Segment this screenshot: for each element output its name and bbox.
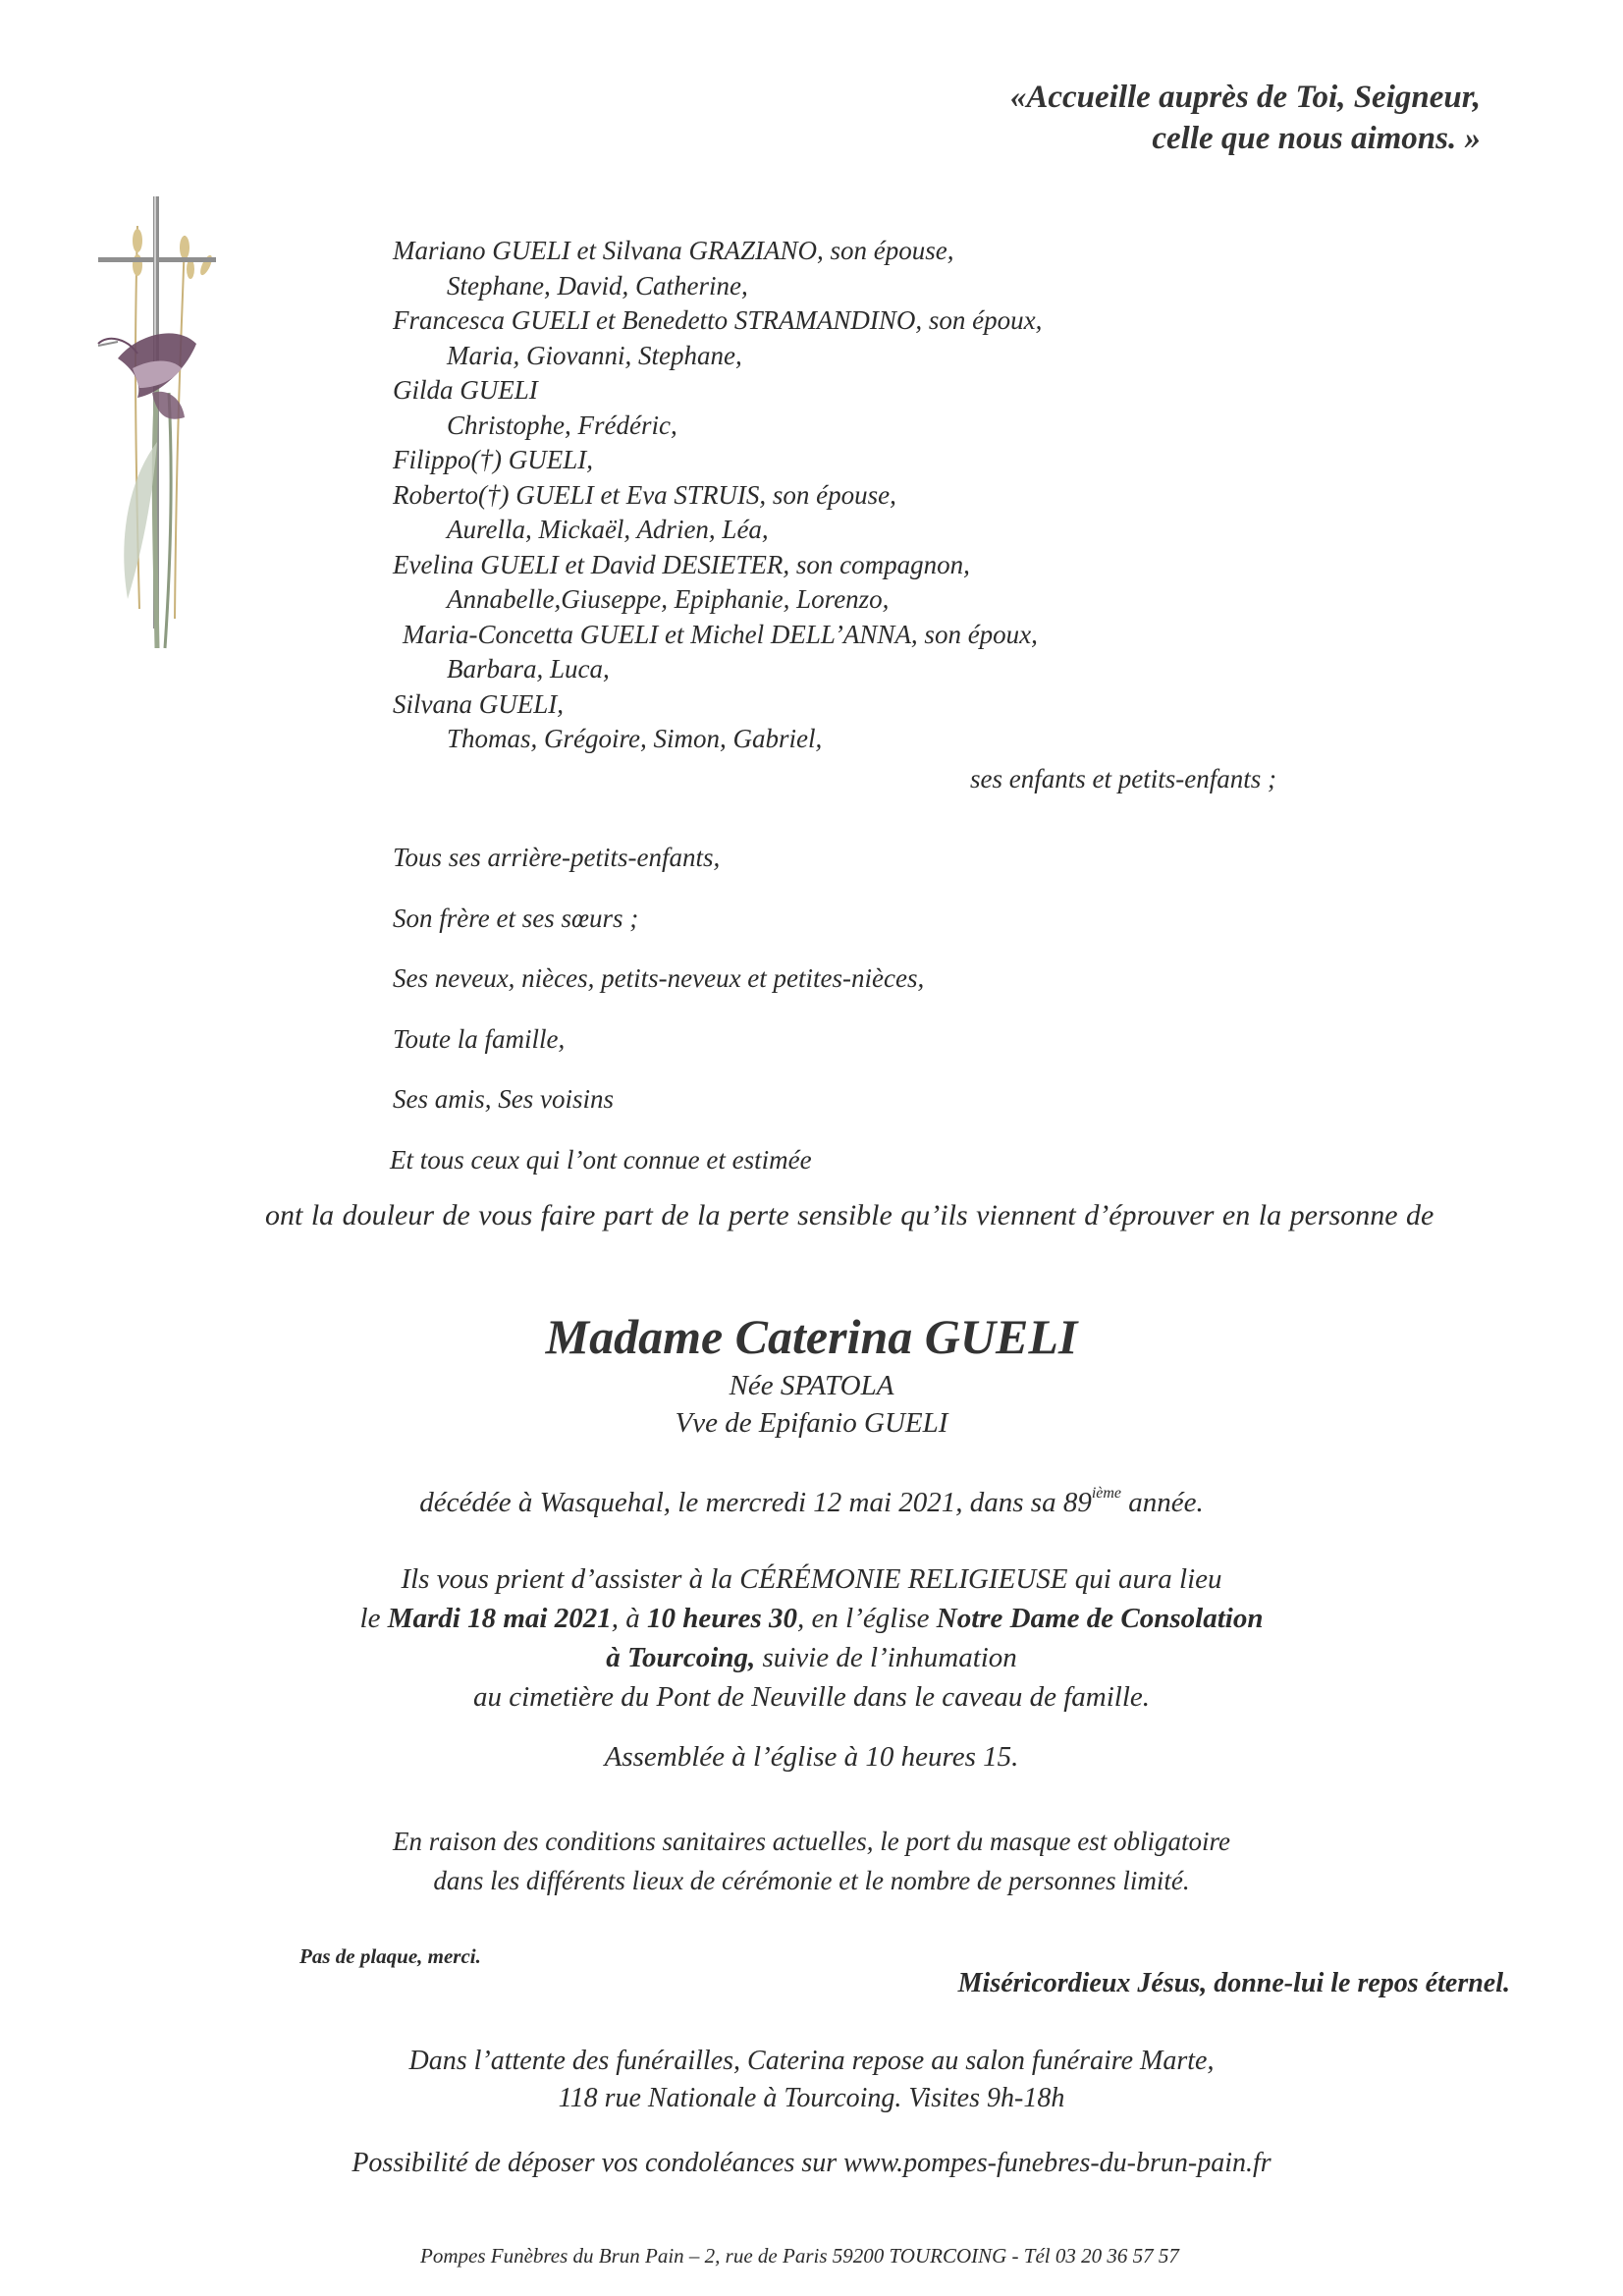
announcement: ont la douleur de vous faire part de la perte sensible qu’ils viennent d’éprouver en la personne de — [265, 1199, 1434, 1231]
ceremony-time: 10 heures 30 — [646, 1603, 798, 1634]
death-ordinal-suffix: ième — [1091, 1485, 1122, 1502]
family-line: Mariano GUELI et Silvana GRAZIANO, son épouse, — [393, 236, 954, 265]
family-line: Silvana GUELI, — [393, 688, 564, 719]
closing-prayer: Miséricordieux Jésus, donne-lui le repos éternel. — [957, 1968, 1510, 1998]
death-notice — [0, 1485, 1623, 1519]
motto-line-1: «Accueille auprès de Toi, Seigneur, — [1009, 80, 1481, 115]
ceremony-line-2 — [0, 1599, 1623, 1638]
assembly-time: Assemblée à l’église à 10 heures 15. — [604, 1741, 1019, 1773]
death-text: décédée à Wasquehal, le mercredi 12 mai 2021, dans sa 89 — [419, 1487, 1092, 1518]
ceremony-info — [0, 1559, 1623, 1717]
relatives-line: Ses neveux, nièces, petits-neveux et petites-nièces, — [393, 963, 925, 993]
wake-info — [0, 2043, 1623, 2117]
ceremony-church: Notre Dame de Consolation — [936, 1603, 1264, 1634]
wake-line-2: 118 rue Nationale à Tourcoing. Visites 9h-18h — [558, 2083, 1065, 2113]
family-line: Gilda GUELI — [393, 375, 538, 405]
no-plaque-note: Pas de plaque, merci. — [299, 1944, 481, 1968]
ceremony-line-3 — [0, 1638, 1623, 1677]
relatives-line: Toute la famille, — [393, 1023, 566, 1054]
family-line: Roberto(†) GUELI et Eva STRUIS, son épouse, — [393, 479, 896, 510]
family-line: Annabelle,Giuseppe, Epiphanie, Lorenzo, — [447, 584, 890, 614]
family-list — [393, 234, 1042, 757]
death-text-end: année. — [1121, 1487, 1204, 1518]
wake-line-1: Dans l’attente des funérailles, Caterina repose au salon funéraire Marte, — [408, 2046, 1215, 2076]
ceremony-line-1: Ils vous prient d’assister à la CÉRÉMONIE RELIGIEUSE qui aura lieu — [401, 1563, 1222, 1595]
family-line: Barbara, Luca, — [447, 654, 610, 683]
relatives-line: Et tous ceux qui l’ont connue et estimée — [390, 1144, 812, 1175]
relatives-line: Son frère et ses sœurs ; — [393, 902, 639, 933]
sanitary-line-2: dans les différents lieux de cérémonie et le nombre de personnes limité. — [433, 1866, 1190, 1895]
ceremony-city: à Tourcoing, — [606, 1642, 756, 1673]
family-line: Maria-Concetta GUELI et Michel DELL’ANNA, son époux, — [403, 619, 1038, 649]
relatives-line: Ses amis, Ses voisins — [393, 1084, 614, 1114]
maiden-name: Née SPATOLA — [729, 1370, 894, 1401]
deceased-name: Madame Caterina GUELI — [545, 1309, 1078, 1364]
motto-quote — [1010, 77, 1481, 159]
ceremony-text: , en l’église — [797, 1603, 937, 1634]
ceremony-line-4: au cimetière du Pont de Neuville dans le caveau de famille. — [472, 1681, 1151, 1713]
deceased-details — [0, 1367, 1623, 1442]
family-line: Aurella, Mickaël, Adrien, Léa, — [447, 515, 769, 544]
family-summary: ses enfants et petits-enfants ; — [970, 764, 1276, 793]
cross-lily-decoration-icon — [59, 187, 255, 678]
family-line: Maria, Giovanni, Stephane, — [447, 340, 742, 370]
ceremony-text: le — [359, 1603, 388, 1634]
family-line: Stephane, David, Catherine, — [447, 270, 748, 301]
sanitary-line-1: En raison des conditions sanitaires actuelles, le port du masque est obligatoire — [393, 1827, 1230, 1856]
family-line: Christophe, Frédéric, — [447, 410, 677, 440]
sanitary-notice — [0, 1822, 1623, 1900]
relatives-list — [390, 828, 925, 1190]
ceremony-date: Mardi 18 mai 2021 — [387, 1603, 612, 1634]
condolences-note: Possibilité de déposer vos condoléances sur www.pompes-funebres-du-brun-pain.fr — [352, 2148, 1271, 2178]
family-line: Thomas, Grégoire, Simon, Gabriel, — [447, 724, 823, 753]
widow-of: Vve de Epifanio GUELI — [675, 1407, 948, 1439]
family-line: Evelina GUELI et David DESIETER, son compagnon, — [393, 549, 970, 579]
motto-line-2: celle que nous aimons. » — [1152, 121, 1481, 156]
relatives-line: Tous ses arrière-petits-enfants, — [393, 843, 721, 872]
family-line: Filippo(†) GUELI, — [393, 445, 593, 474]
family-line: Francesca GUELI et Benedetto STRAMANDINO, son époux, — [393, 305, 1043, 335]
ceremony-text: , à — [611, 1603, 647, 1634]
funeral-home-footer: Pompes Funèbres du Brun Pain – 2, rue de Paris 59200 TOURCOING - Tél 03 20 36 57 57 — [420, 2244, 1179, 2268]
ceremony-text: suivie de l’inhumation — [755, 1642, 1017, 1673]
